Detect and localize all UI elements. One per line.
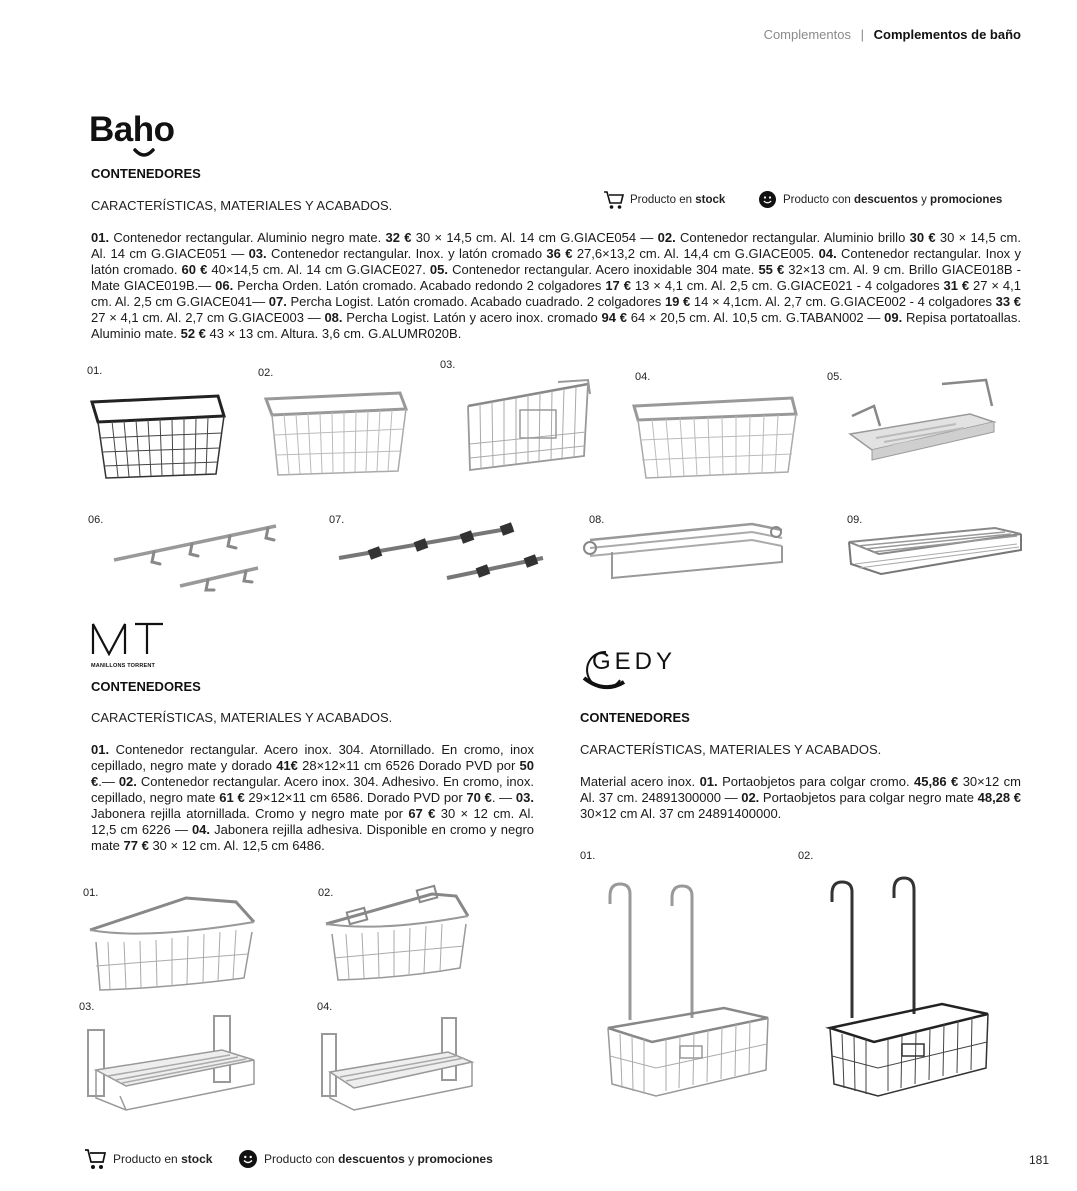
gedy-section-title: CONTENEDORES [580, 710, 690, 725]
item-text: Percha Logist. Latón y acero inox. cromado [342, 310, 602, 325]
item-number: 04. [818, 246, 837, 261]
item-text: 28×12×11 cm 6526 Dorado PVD por [297, 758, 520, 773]
mt-section-title: CONTENEDORES [91, 679, 201, 694]
item-price: 17 € [605, 278, 631, 293]
item-text: 30 × 12 cm. Al. 12,5 cm 6486. [148, 838, 325, 853]
product-image-gedy-hanging-caddy-chrome [600, 870, 780, 1106]
item-number: 03. [248, 246, 267, 261]
gedy-product-label: 01. [580, 850, 596, 862]
item-number: 06. [215, 278, 234, 293]
item-number: 02. [657, 230, 676, 245]
item-number: 01. [91, 742, 110, 757]
item-price: 45,86 € [914, 774, 959, 789]
baho-section-title: CONTENEDORES [91, 166, 201, 181]
product-image-towel-rack [582, 518, 792, 584]
item-price: 19 € [664, 294, 691, 309]
item-price: 94 € [601, 310, 627, 325]
cart-icon [84, 1148, 108, 1170]
baho-caps: CARACTERÍSTICAS, MATERIALES Y ACABADOS. [91, 198, 393, 213]
baho-product-label: 03. [440, 359, 456, 371]
item-price: 48,28 € [977, 790, 1021, 805]
item-text: 27 × 4,1 cm. Al. 2,7 cm G.GIACE003 — [91, 310, 325, 325]
item-price: 31 € [943, 278, 970, 293]
item-number: 04. [191, 822, 211, 837]
legend-promo: Producto con descuentos y promociones [759, 191, 1002, 208]
item-text: 32×13 cm. Al. 9 cm. Brillo GIACE018B - Mate GIACE019B.— [91, 262, 1021, 293]
item-price: 77 € [123, 838, 149, 853]
header-title: Complementos de baño [873, 27, 1021, 42]
item-text: 43 × 13 cm. Altura. 3,6 cm. G.ALUMR020B. [205, 326, 462, 341]
product-image-steel-shelf [846, 376, 998, 472]
item-price: 41€ [276, 758, 298, 773]
item-text: 30 × 14,5 cm. Al. 14 cm G.GIACE051 — [91, 230, 1021, 261]
item-text: Portaobjetos para colgar cromo. [717, 774, 915, 789]
item-text: . — [491, 790, 516, 805]
item-price: 67 € [408, 806, 436, 821]
running-header [764, 27, 1021, 42]
baho-product-label: 09. [847, 514, 863, 526]
item-price: 52 € [180, 326, 206, 341]
item-text: 14 × 4,1cm. Al. 2,7 cm. G.GIACE002 - 4 colgadores [690, 294, 996, 309]
item-price: 32 € [385, 230, 412, 245]
item-price: 55 € [758, 262, 785, 277]
baho-product-label: 06. [88, 514, 104, 526]
item-text: 29×12×11 cm 6586. Dorado PVD por [244, 790, 467, 805]
mt-caps: CARACTERÍSTICAS, MATERIALES Y ACABADOS. [91, 710, 393, 725]
mt-product-label: 01. [83, 887, 99, 899]
item-price: 70 € [466, 790, 492, 805]
item-number: 03. [515, 790, 534, 805]
gedy-caps: CARACTERÍSTICAS, MATERIALES Y ACABADOS. [580, 742, 882, 757]
item-text: Percha Logist. Latón cromado. Acabado cuadrado. 2 colgadores [286, 294, 665, 309]
item-text: Jabonera rejilla atornillada. Cromo y negro mate por [91, 806, 409, 821]
item-price: 33 € [995, 294, 1021, 309]
item-text: Contenedor rectangular. Acero inox. 304. Atornillado. En cromo, inox cepillado, negro mate y dorado [91, 742, 534, 773]
item-text: 27 × 4,1 cm. Al. 2,5 cm G.GIACE041— [91, 278, 1021, 309]
item-text: 64 × 20,5 cm. Al. 10,5 cm. G.TABAN002 — [626, 310, 885, 325]
footer-legend-stock: Producto en stock [84, 1148, 212, 1170]
mt-product-label: 02. [318, 887, 334, 899]
baho-product-label: 07. [329, 514, 345, 526]
baho-product-label: 01. [87, 365, 103, 377]
item-number: 08. [324, 310, 343, 325]
product-image-mt-adhesive-soap-rack [318, 1010, 478, 1116]
item-text: Jabonera rejilla adhesiva. Disponible en cromo y negro mate [91, 822, 535, 853]
item-text: 30×12 cm Al. 37 cm 24891400000. [580, 806, 782, 821]
item-text: Contenedor rectangular. Inox y latón cromado. [91, 246, 1022, 277]
product-image-mt-soap-rack [80, 1010, 260, 1116]
mt-product-label: 04. [317, 1001, 333, 1013]
item-text: 30×12 cm Al. 37 cm. 24891300000 — [580, 774, 1021, 805]
item-number: 09. [884, 310, 903, 325]
mt-logo-mark-icon [91, 620, 165, 656]
item-text: Contenedor rectangular. Aluminio brillo [675, 230, 910, 245]
item-text: Contenedor rectangular. Inox. y latón cromado [266, 246, 547, 261]
item-number: 07. [268, 294, 287, 309]
item-text: Percha Orden. Latón cromado. Acabado redondo 2 colgadores [233, 278, 606, 293]
baho-product-label: 05. [827, 371, 843, 383]
smiley-icon [239, 1150, 257, 1168]
product-image-mesh-shelf [845, 524, 1025, 580]
gedy-description [580, 774, 1021, 822]
cart-icon [603, 190, 625, 210]
item-price: 60 € [181, 262, 208, 277]
product-image-mt-corner-basket [86, 892, 258, 998]
baho-product-label: 04. [635, 371, 651, 383]
product-image-hanging-basket [458, 374, 598, 478]
item-price: 36 € [546, 246, 573, 261]
product-image-black-basket [88, 388, 230, 488]
smiley-icon [759, 191, 776, 208]
baho-logo [89, 110, 175, 150]
baho-logo-smile-icon [133, 148, 155, 158]
item-price: 30 € [909, 230, 936, 245]
mt-product-label: 03. [79, 1001, 95, 1013]
item-text: 40×14,5 cm. Al. 14 cm G.GIACE027. [207, 262, 430, 277]
item-price: 50 € [91, 758, 534, 789]
gedy-logo-text: GEDY [592, 648, 677, 675]
mt-logo [91, 620, 165, 669]
item-price: 61 € [219, 790, 245, 805]
mt-description [91, 742, 534, 854]
item-text: 30 × 14,5 cm. Al. 14 cm G.GIACE054 — [411, 230, 658, 245]
product-image-hook-rail-round [110, 512, 280, 592]
item-number: 02. [741, 790, 760, 805]
item-text: Material acero inox. [580, 774, 700, 789]
header-category: Complementos [763, 27, 851, 42]
baho-description [91, 230, 1021, 342]
product-image-gedy-hanging-caddy-black [822, 868, 994, 1106]
item-text: 30 × 12 cm. Al. 12,5 cm 6226 — [91, 806, 534, 837]
page-number: 181 [1029, 1153, 1050, 1167]
product-image-chrome-basket [262, 383, 410, 485]
legend-stock: Producto en stock [603, 190, 725, 210]
item-number: 02. [118, 774, 137, 789]
item-text: 13 × 4,1 cm. Al. 2,5 cm. G.GIACE021 - 4 colgadores [630, 278, 944, 293]
item-text: Contenedor rectangular. Acero inoxidable 304 mate. [448, 262, 759, 277]
item-text: Contenedor rectangular. Aluminio negro mate. [109, 230, 386, 245]
baho-product-label: 08. [589, 514, 605, 526]
product-image-hook-rail-square [337, 518, 547, 584]
item-number: 01. [699, 774, 718, 789]
gedy-product-label: 02. [798, 850, 814, 862]
item-text: Repisa portatoallas. Aluminio mate. [91, 310, 1022, 341]
product-image-wide-chrome-basket [630, 390, 800, 486]
item-number: 05. [429, 262, 448, 277]
baho-logo-text: Baho [89, 110, 175, 149]
footer-legend-promo: Producto con descuentos y promociones [239, 1150, 493, 1168]
item-number: 01. [91, 230, 110, 245]
product-image-mt-adhesive-basket [322, 884, 472, 990]
item-text: 27,6×13,2 cm. Al. 14,4 cm G.GIACE005. [572, 246, 819, 261]
item-text: .— [98, 774, 119, 789]
mt-logo-subtitle: MANILLONS TORRENT [91, 663, 156, 669]
baho-product-label: 02. [258, 367, 274, 379]
item-text: Portaobjetos para colgar negro mate [759, 790, 978, 805]
item-text: Contenedor rectangular. Acero inox. 304. Adhesivo. En cromo, inox. cepillado, negro mate [91, 774, 534, 805]
header-separator: | [860, 27, 865, 42]
